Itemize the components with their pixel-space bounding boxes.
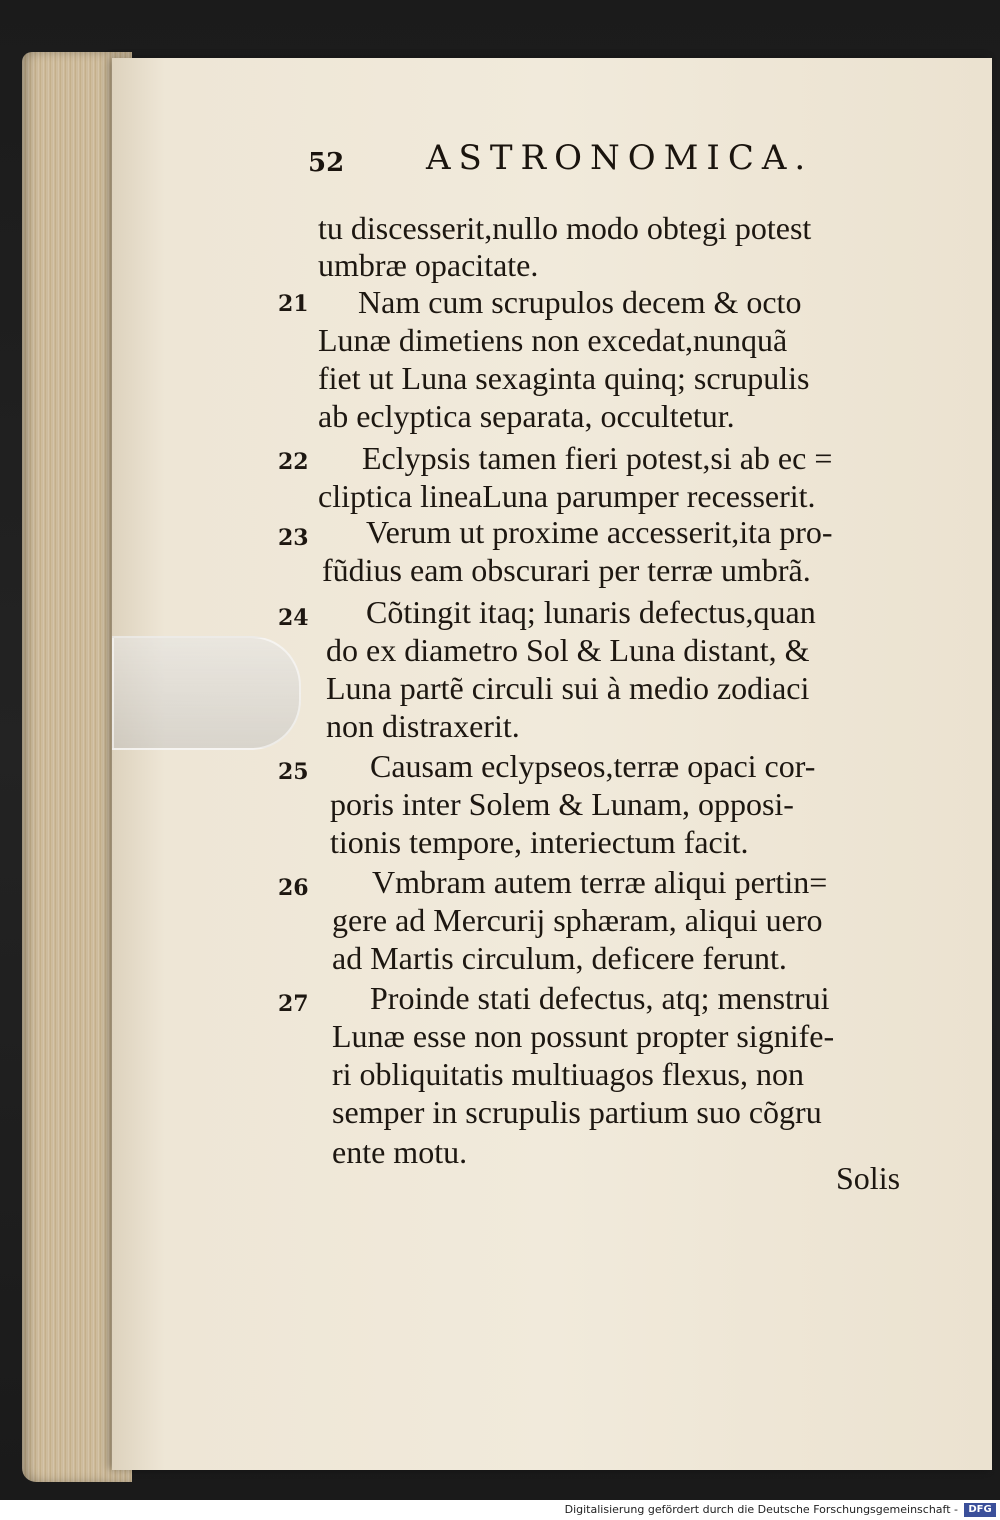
section-number: 21 bbox=[278, 291, 309, 317]
section-number: 25 bbox=[278, 759, 309, 785]
dfg-logo[interactable]: DFG bbox=[964, 1503, 996, 1517]
text-line: semper in scrupulis partium suo cõgru bbox=[332, 1094, 822, 1130]
footer-bar bbox=[0, 1500, 1000, 1520]
text-line: fũdius eam obscurari per terræ umbrã. bbox=[322, 552, 811, 588]
text-line: gere ad Mercurij sphæram, aliqui uero bbox=[332, 902, 823, 938]
text-line: non distraxerit. bbox=[326, 708, 520, 744]
text-line: ente motu. bbox=[332, 1134, 468, 1170]
text-line: cliptica lineaLuna parumper recesserit. bbox=[318, 478, 816, 514]
running-head bbox=[300, 138, 860, 182]
text-line: tu discesserit,nullo modo obtegi potest bbox=[318, 210, 812, 246]
footer-credit: Digitalisierung gefördert durch die Deutsche Forschungsgemeinschaft - bbox=[564, 1503, 958, 1516]
text-line: Lunæ esse non possunt propter signife- bbox=[332, 1018, 835, 1054]
section-number: 22 bbox=[278, 449, 309, 475]
text-line: fiet ut Luna sexaginta quinq; scrupulis bbox=[318, 360, 810, 396]
text-line: Nam cum scrupulos decem & octo bbox=[358, 284, 802, 320]
text-line: ad Martis circulum, deficere ferunt. bbox=[332, 940, 787, 976]
text-line: Eclypsis tamen fieri potest,si ab ec = bbox=[362, 440, 833, 476]
catchword: Solis bbox=[836, 1160, 901, 1196]
running-title: ASTRONOMICA. bbox=[426, 138, 814, 178]
page-number: 52 bbox=[308, 148, 345, 178]
text-line: tionis tempore, interiectum facit. bbox=[330, 824, 749, 860]
page-clip bbox=[112, 636, 301, 750]
text-line: Cõtingit itaq; lunaris defectus,quan bbox=[366, 594, 816, 630]
text-line: Lunæ dimetiens non excedat,nunquã bbox=[318, 322, 788, 358]
section-number: 26 bbox=[278, 875, 309, 901]
section-number: 24 bbox=[278, 605, 309, 631]
text-line: do ex diametro Sol & Luna distant, & bbox=[326, 632, 810, 668]
text-line: Causam eclypseos,terræ opaci cor- bbox=[370, 748, 816, 784]
text-line: ri obliquitatis multiuagos flexus, non bbox=[332, 1056, 804, 1092]
text-line: umbræ opacitate. bbox=[318, 247, 539, 283]
text-line: Vmbram autem terræ aliqui pertin= bbox=[372, 864, 828, 900]
text-line: Proinde stati defectus, atq; menstrui bbox=[370, 980, 830, 1016]
text-line: Verum ut proxime accesserit,ita pro- bbox=[366, 514, 833, 550]
text-line: Luna partẽ circuli sui à medio zodiaci bbox=[326, 670, 810, 706]
text-line: poris inter Solem & Lunam, opposi- bbox=[330, 786, 794, 822]
section-number: 23 bbox=[278, 525, 309, 551]
text-line: ab eclyptica separata, occultetur. bbox=[318, 398, 735, 434]
section-number: 27 bbox=[278, 991, 309, 1017]
